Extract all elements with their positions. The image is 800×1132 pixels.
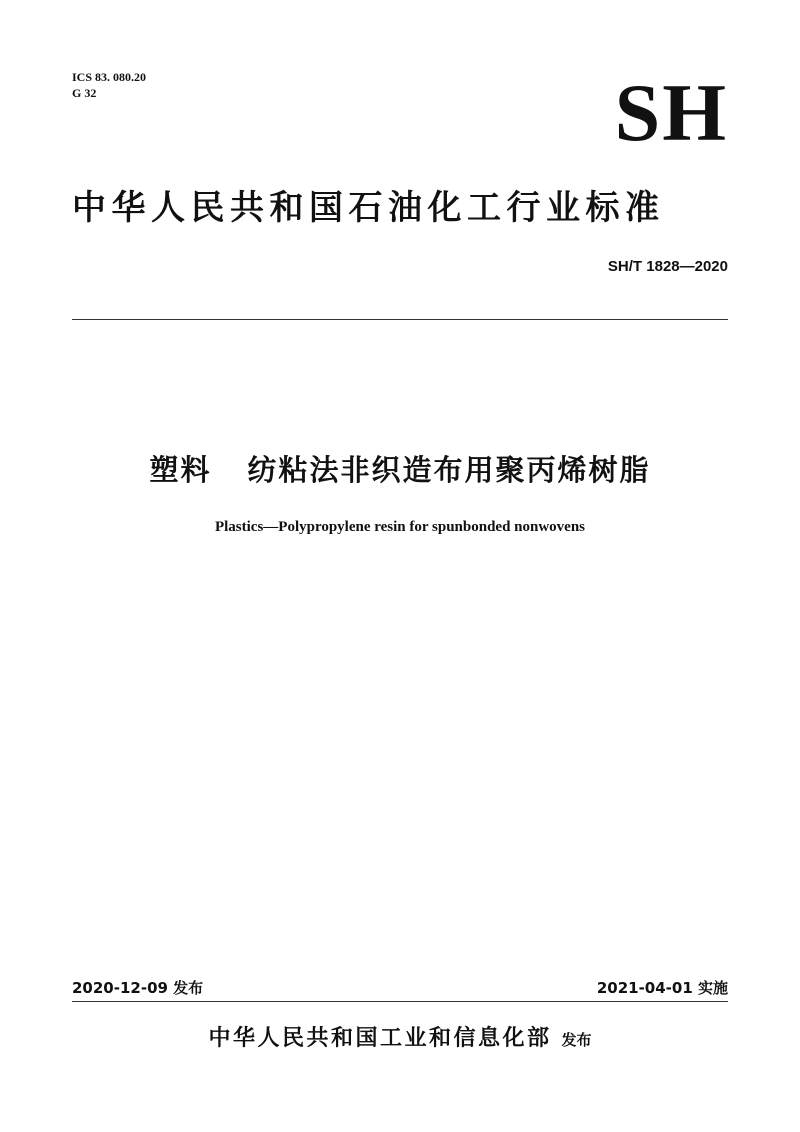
category-code: G 32	[72, 86, 97, 100]
title-chinese-part1: 塑料	[149, 453, 212, 487]
issuer-name: 中华人民共和国工业和信息化部	[208, 1026, 552, 1051]
issuer-line	[0, 1023, 800, 1056]
title-chinese	[0, 450, 800, 490]
implement-date: 2021-04-01 实施	[596, 979, 728, 997]
ics-code: ICS 83. 080.20	[72, 70, 147, 84]
publish-date: 2020-12-09 发布	[72, 979, 204, 997]
sh-logo: SH	[614, 67, 728, 158]
standard-number: SH/T 1828—2020	[607, 258, 728, 275]
title-chinese-part2: 纺粘法非织造布用聚丙烯树脂	[247, 453, 651, 487]
footer-divider	[72, 1001, 728, 1002]
classification-codes	[72, 69, 146, 101]
header-divider	[72, 319, 728, 320]
title-english: Plastics—Polypropylene resin for spunbonded nonwovens	[214, 519, 586, 535]
issuer-suffix: 发布	[561, 1031, 592, 1049]
standard-name: 中华人民共和国石油化工行业标准	[72, 188, 665, 228]
